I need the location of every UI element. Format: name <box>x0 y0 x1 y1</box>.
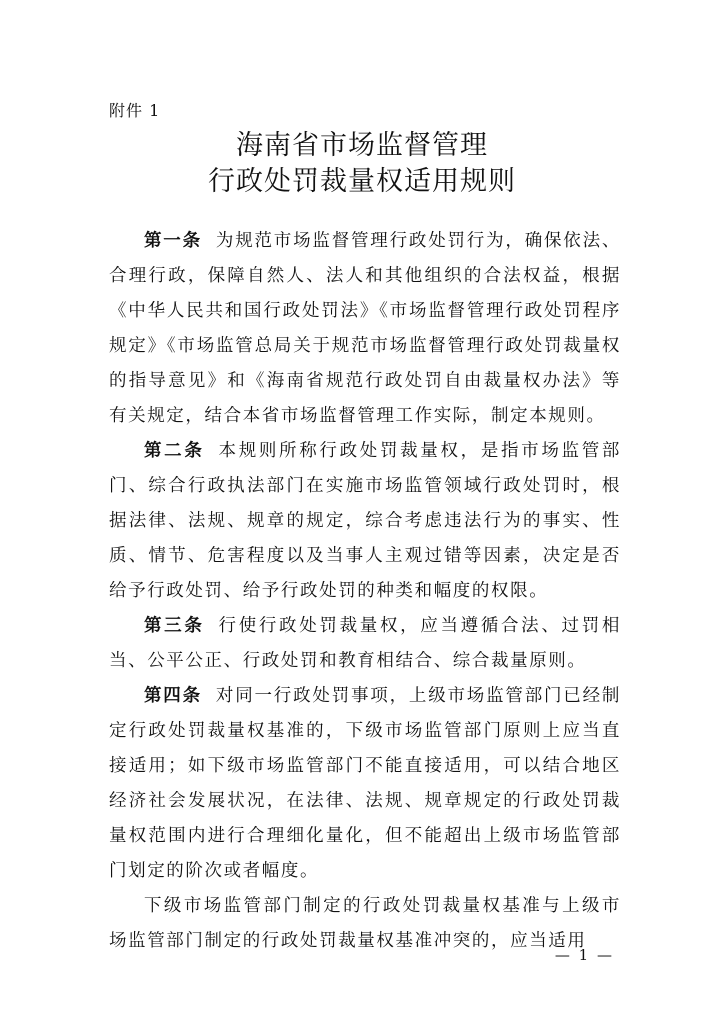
article-paragraph <box>109 224 621 434</box>
article-paragraph <box>109 679 621 889</box>
continuation-paragraph <box>109 889 621 959</box>
article-text: 下级市场监管部门制定的行政处罚裁量权基准与上级市场监管部门制定的行政处罚裁量权基准冲突的，应当适用 <box>109 896 621 951</box>
article-number: 第一条 <box>144 231 202 251</box>
article-text: 为规范市场监督管理行政处罚行为，确保依法、合理行政，保障自然人、法人和其他组织的合法权益，根据《中华人民共和国行政处罚法》《市场监督管理行政处罚程序规定》《市场监管总局关于规范市场监督管理行政处罚裁量权的指导意见》和《海南省规范行政处罚自由裁量权办法》等有关规定，结合本省市场监督管理工作实际，制定本规则。 <box>109 231 621 426</box>
page-number: — 1 — <box>554 946 614 964</box>
document-body <box>109 224 621 959</box>
article-number: 第二条 <box>144 441 205 461</box>
attachment-label: 附件 1 <box>109 101 161 120</box>
article-paragraph <box>109 609 621 679</box>
article-paragraph <box>109 434 621 609</box>
article-text: 对同一行政处罚事项，上级市场监管部门已经制定行政处罚裁量权基准的，下级市场监管部门原则上应当直接适用；如下级市场监管部门不能直接适用，可以结合地区经济社会发展状况，在法律、法规、规章规定的行政处罚裁量权范围内进行合理细化量化，但不能超出上级市场监管部门划定的阶次或者幅度。 <box>109 686 621 881</box>
article-number: 第三条 <box>144 616 205 636</box>
document-title-line1: 海南省市场监督管理 <box>236 130 488 161</box>
article-text: 行使行政处罚裁量权，应当遵循合法、过罚相当、公平公正、行政处罚和教育相结合、综合裁量原则。 <box>109 616 621 671</box>
article-number: 第四条 <box>144 686 202 706</box>
document-title-line2: 行政处罚裁量权适用规则 <box>208 166 516 197</box>
article-text: 本规则所称行政处罚裁量权，是指市场监管部门、综合行政执法部门在实施市场监管领域行政处罚时，根据法律、法规、规章的规定，综合考虑违法行为的事实、性质、情节、危害程度以及当事人主观过错等因素，决定是否给予行政处罚、给予行政处罚的种类和幅度的权限。 <box>109 441 621 601</box>
